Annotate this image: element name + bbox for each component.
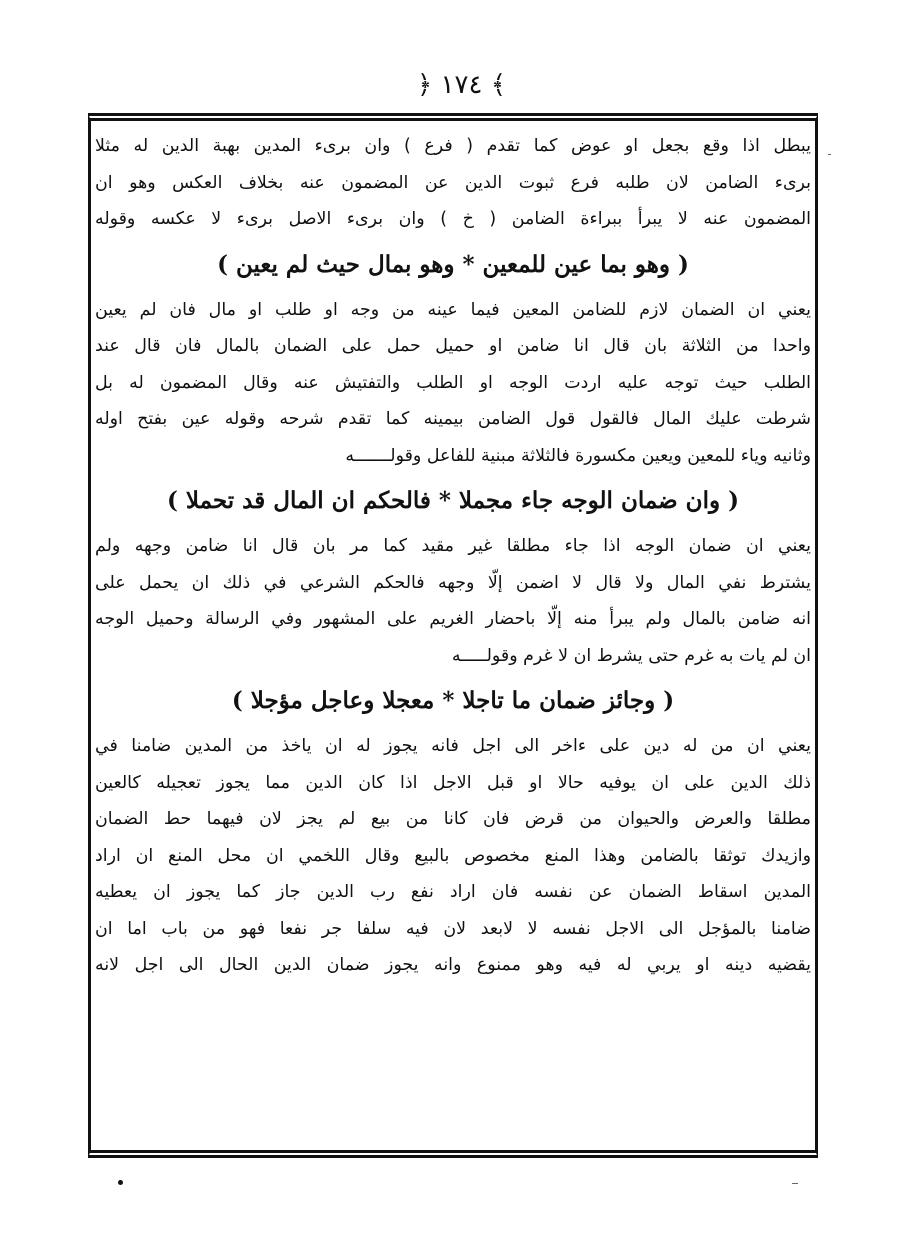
paragraph-2 [95, 292, 811, 475]
paragraph-4 [95, 728, 811, 984]
verse-line-3: ( وجائز ضمان ما تاجلا * معجلا وعاجل مؤجلا ) [231, 687, 675, 714]
text-line: وثانيه وياء للمعين ويعين مكسورة فالثلاثة مبنية للفاعل وقولـــــــه [345, 445, 811, 466]
text-line: ضامنا بالمؤجل الى الاجل نفسه لا لابعد لان فيه سلفا جر نفعا فهو من باب اما ان [95, 918, 811, 939]
ink-speck [792, 1183, 798, 1184]
verse-line-2: ( وان ضمان الوجه جاء مجملا * فالحكم ان المال قد تحملا ) [167, 487, 739, 514]
text-line: مطلقا والعرض والحيوان من قرض فان كانا من بيع لم يجز لان فيهما حط الضمان [95, 809, 811, 829]
document-body [95, 128, 811, 1148]
text-line: برىء الضامن لان طلبه فرع ثبوت الدين عن المضمون عنه بخلاف العكس وهو ان [95, 172, 811, 193]
verse-line-1: ( وهو بما عين للمعين * وهو بمال حيث لم يعين ) [217, 250, 689, 278]
text-line: يشترط نفي المال ولا قال لا اضمن إلّا وجهه فالحكم الشرعي في ذلك ان يحمل على [95, 572, 811, 593]
text-line: يبطل اذا وقع بجعل او عوض كما تقدم ( فرع ) وان برىء المدين بهبة الدين له مثلا [95, 136, 811, 156]
text-line: يعني ان ضمان الوجه اذا جاء مطلقا غير مقيد كما مر بان قال انا ضامن وجهه ولم [95, 536, 811, 556]
ink-speck [118, 1180, 123, 1185]
text-line: المضمون عنه لا يبرأ ببراءة الضامن ( خ ) وان برىء الاصل برىء لا عكسه وقوله [95, 209, 811, 229]
paragraph-3 [95, 528, 811, 674]
paragraph-1 [95, 128, 811, 238]
text-line: شرطت عليك المال فالقول قول الضامن بيمينه كما تقدم شرحه وقوله عين بفتح اوله [95, 409, 811, 429]
text-line: ذلك الدين على ان يوفيه حالا او قبل الاجل اذا كان الدين مما يجوز تعجيله كالعين [95, 772, 811, 793]
text-line: يعني ان من له دين على ءاخر الى اجل فانه يجوز له ان ياخذ من المدين ضامنا في [95, 736, 811, 756]
text-line: انه ضامن بالمال ولم يبرأ منه إلّا باحضار الغريم على المشهور وفي الرسالة وحميل الوجه [95, 609, 811, 629]
text-line: وازيدك توثقا بالضامن وهذا المنع مخصوص بالبيع وقال اللخمي ان محل المنع ان اراد [95, 845, 811, 866]
ink-speck [828, 154, 831, 155]
text-line: الطلب حيث توجه عليه اردت الوجه او الطلب والتفتيش عنه وقال المضمون له بل [95, 372, 811, 393]
text-line: يقضيه دينه او يربي له فيه وهو ممنوع وانه يجوز ضمان الدين الحال الى اجل لانه [95, 955, 811, 975]
text-line: ان لم يات به غرم حتى يشرط ان لا غرم وقولـــــه [451, 645, 811, 666]
text-line: المدين اسقاط الضمان عن نفسه فان اراد نفع رب الدين جاز كما يجوز ان يعطيه [95, 882, 811, 902]
text-line: يعني ان الضمان لازم للضامن المعين فيما عينه من وجه او طلب او مال فان لم يعين [95, 299, 811, 320]
text-line: واحدا من الثلاثة بان قال انا ضامن او حميل حمل على الضمان بالمال فان قال عند [95, 336, 811, 356]
page-number: ﴿ ١٧٤ ﴾ [417, 70, 506, 100]
